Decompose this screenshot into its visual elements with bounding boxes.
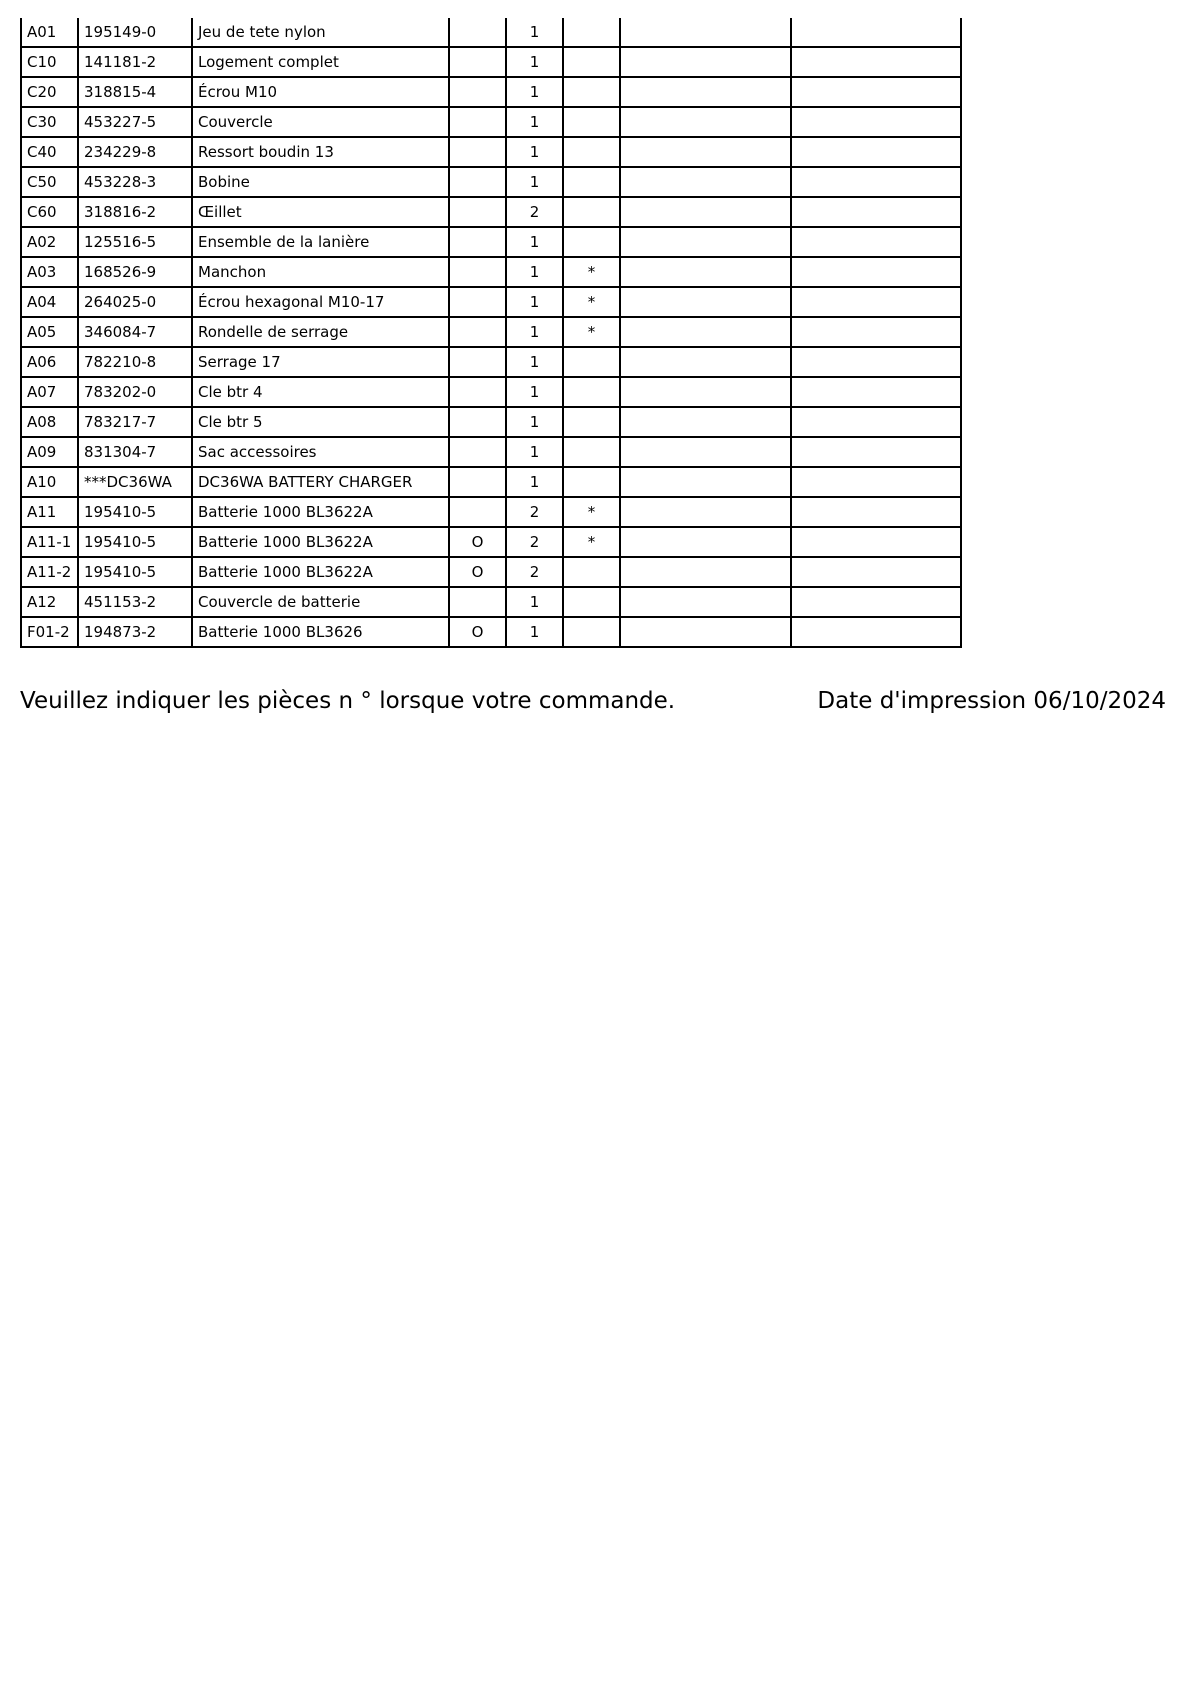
part-number-cell: 318816-2 (78, 197, 192, 227)
table-row (21, 557, 961, 587)
quantity-cell: 2 (506, 557, 563, 587)
item-number-cell: A05 (21, 317, 78, 347)
blank-cell (791, 377, 961, 407)
option-cell: O (449, 527, 506, 557)
option-cell (449, 497, 506, 527)
item-number-cell: A09 (21, 437, 78, 467)
blank-cell (791, 557, 961, 587)
blank-cell (791, 257, 961, 287)
option-cell (449, 587, 506, 617)
item-number-cell: C20 (21, 77, 78, 107)
blank-cell (620, 467, 791, 497)
quantity-cell: 1 (506, 437, 563, 467)
table-row (21, 437, 961, 467)
note-cell (563, 587, 620, 617)
table-row (21, 47, 961, 77)
quantity-cell: 1 (506, 18, 563, 47)
note-cell (563, 167, 620, 197)
table-row (21, 287, 961, 317)
note-cell (563, 18, 620, 47)
item-number-cell: C30 (21, 107, 78, 137)
item-number-cell: A12 (21, 587, 78, 617)
note-cell (563, 77, 620, 107)
blank-cell (620, 287, 791, 317)
option-cell (449, 107, 506, 137)
quantity-cell: 1 (506, 167, 563, 197)
blank-cell (791, 587, 961, 617)
blank-cell (791, 287, 961, 317)
blank-cell (620, 557, 791, 587)
item-number-cell: A11-1 (21, 527, 78, 557)
part-number-cell: ***DC36WA (78, 467, 192, 497)
description-cell: Batterie 1000 BL3622A (192, 527, 449, 557)
table-row (21, 467, 961, 497)
description-cell: DC36WA BATTERY CHARGER (192, 467, 449, 497)
note-cell (563, 377, 620, 407)
note-cell (563, 407, 620, 437)
blank-cell (620, 377, 791, 407)
item-number-cell: C40 (21, 137, 78, 167)
item-number-cell: A11 (21, 497, 78, 527)
quantity-cell: 2 (506, 497, 563, 527)
part-number-cell: 346084-7 (78, 317, 192, 347)
note-cell (563, 47, 620, 77)
part-number-cell: 783217-7 (78, 407, 192, 437)
option-cell (449, 317, 506, 347)
part-number-cell: 195149-0 (78, 18, 192, 47)
blank-cell (791, 167, 961, 197)
quantity-cell: 1 (506, 77, 563, 107)
blank-cell (620, 317, 791, 347)
description-cell: Bobine (192, 167, 449, 197)
description-cell: Serrage 17 (192, 347, 449, 377)
blank-cell (791, 317, 961, 347)
option-cell: O (449, 557, 506, 587)
blank-cell (620, 167, 791, 197)
part-number-cell: 831304-7 (78, 437, 192, 467)
quantity-cell: 1 (506, 227, 563, 257)
option-cell (449, 377, 506, 407)
note-cell (563, 107, 620, 137)
note-cell (563, 557, 620, 587)
note-cell (563, 197, 620, 227)
table-row (21, 107, 961, 137)
blank-cell (791, 617, 961, 647)
blank-cell (791, 467, 961, 497)
note-cell (563, 227, 620, 257)
part-number-cell: 195410-5 (78, 497, 192, 527)
print-date: Date d'impression 06/10/2024 (817, 688, 1166, 714)
table-row (21, 407, 961, 437)
note-cell (563, 437, 620, 467)
part-number-cell: 453227-5 (78, 107, 192, 137)
blank-cell (620, 197, 791, 227)
description-cell: Ensemble de la lanière (192, 227, 449, 257)
parts-table (20, 18, 962, 648)
description-cell: Cle btr 4 (192, 377, 449, 407)
blank-cell (791, 227, 961, 257)
blank-cell (791, 77, 961, 107)
description-cell: Batterie 1000 BL3622A (192, 497, 449, 527)
description-cell: Jeu de tete nylon (192, 18, 449, 47)
quantity-cell: 1 (506, 287, 563, 317)
quantity-cell: 2 (506, 527, 563, 557)
option-cell (449, 167, 506, 197)
table-row (21, 377, 961, 407)
table-row (21, 77, 961, 107)
part-number-cell: 194873-2 (78, 617, 192, 647)
blank-cell (620, 347, 791, 377)
option-cell (449, 437, 506, 467)
item-number-cell: F01-2 (21, 617, 78, 647)
quantity-cell: 1 (506, 407, 563, 437)
description-cell: Batterie 1000 BL3626 (192, 617, 449, 647)
part-number-cell: 234229-8 (78, 137, 192, 167)
option-cell (449, 347, 506, 377)
table-row (21, 587, 961, 617)
blank-cell (791, 47, 961, 77)
item-number-cell: A01 (21, 18, 78, 47)
option-cell: O (449, 617, 506, 647)
blank-cell (620, 407, 791, 437)
item-number-cell: A08 (21, 407, 78, 437)
note-cell (563, 137, 620, 167)
description-cell: Couvercle de batterie (192, 587, 449, 617)
part-number-cell: 782210-8 (78, 347, 192, 377)
blank-cell (620, 47, 791, 77)
option-cell (449, 77, 506, 107)
item-number-cell: A07 (21, 377, 78, 407)
blank-cell (620, 527, 791, 557)
order-instruction-note: Veuillez indiquer les pièces n ° lorsque votre commande. (20, 688, 676, 714)
description-cell: Œillet (192, 197, 449, 227)
note-cell (563, 467, 620, 497)
quantity-cell: 1 (506, 617, 563, 647)
option-cell (449, 197, 506, 227)
option-cell (449, 18, 506, 47)
blank-cell (620, 257, 791, 287)
option-cell (449, 407, 506, 437)
blank-cell (791, 527, 961, 557)
parts-table-body (21, 18, 961, 647)
description-cell: Écrou M10 (192, 77, 449, 107)
description-cell: Logement complet (192, 47, 449, 77)
blank-cell (791, 347, 961, 377)
table-row (21, 227, 961, 257)
blank-cell (620, 227, 791, 257)
item-number-cell: A06 (21, 347, 78, 377)
table-row (21, 137, 961, 167)
part-number-cell: 783202-0 (78, 377, 192, 407)
blank-cell (620, 77, 791, 107)
note-cell: * (563, 317, 620, 347)
blank-cell (791, 197, 961, 227)
quantity-cell: 1 (506, 137, 563, 167)
table-row (21, 617, 961, 647)
blank-cell (620, 437, 791, 467)
note-cell (563, 617, 620, 647)
option-cell (449, 47, 506, 77)
note-cell: * (563, 527, 620, 557)
part-number-cell: 264025-0 (78, 287, 192, 317)
blank-cell (791, 407, 961, 437)
table-row (21, 197, 961, 227)
quantity-cell: 1 (506, 257, 563, 287)
table-row (21, 18, 961, 47)
option-cell (449, 467, 506, 497)
blank-cell (791, 497, 961, 527)
description-cell: Couvercle (192, 107, 449, 137)
blank-cell (620, 587, 791, 617)
blank-cell (791, 18, 961, 47)
item-number-cell: A03 (21, 257, 78, 287)
blank-cell (620, 497, 791, 527)
quantity-cell: 1 (506, 467, 563, 497)
blank-cell (620, 18, 791, 47)
item-number-cell: A02 (21, 227, 78, 257)
quantity-cell: 1 (506, 587, 563, 617)
description-cell: Ressort boudin 13 (192, 137, 449, 167)
description-cell: Sac accessoires (192, 437, 449, 467)
part-number-cell: 125516-5 (78, 227, 192, 257)
part-number-cell: 318815-4 (78, 77, 192, 107)
quantity-cell: 1 (506, 317, 563, 347)
part-number-cell: 451153-2 (78, 587, 192, 617)
note-cell: * (563, 497, 620, 527)
quantity-cell: 1 (506, 347, 563, 377)
quantity-cell: 1 (506, 107, 563, 137)
blank-cell (791, 437, 961, 467)
note-cell: * (563, 287, 620, 317)
part-number-cell: 168526-9 (78, 257, 192, 287)
description-cell: Batterie 1000 BL3622A (192, 557, 449, 587)
quantity-cell: 1 (506, 377, 563, 407)
blank-cell (791, 137, 961, 167)
blank-cell (620, 137, 791, 167)
item-number-cell: A10 (21, 467, 78, 497)
note-cell (563, 347, 620, 377)
option-cell (449, 257, 506, 287)
blank-cell (620, 617, 791, 647)
description-cell: Rondelle de serrage (192, 317, 449, 347)
item-number-cell: A11-2 (21, 557, 78, 587)
blank-cell (791, 107, 961, 137)
option-cell (449, 137, 506, 167)
item-number-cell: C10 (21, 47, 78, 77)
quantity-cell: 1 (506, 47, 563, 77)
part-number-cell: 195410-5 (78, 557, 192, 587)
table-row (21, 347, 961, 377)
table-row (21, 527, 961, 557)
item-number-cell: C50 (21, 167, 78, 197)
table-row (21, 497, 961, 527)
note-cell: * (563, 257, 620, 287)
option-cell (449, 287, 506, 317)
blank-cell (620, 107, 791, 137)
description-cell: Manchon (192, 257, 449, 287)
description-cell: Écrou hexagonal M10-17 (192, 287, 449, 317)
item-number-cell: C60 (21, 197, 78, 227)
quantity-cell: 2 (506, 197, 563, 227)
part-number-cell: 195410-5 (78, 527, 192, 557)
table-row (21, 317, 961, 347)
item-number-cell: A04 (21, 287, 78, 317)
part-number-cell: 141181-2 (78, 47, 192, 77)
table-row (21, 167, 961, 197)
table-row (21, 257, 961, 287)
description-cell: Cle btr 5 (192, 407, 449, 437)
option-cell (449, 227, 506, 257)
part-number-cell: 453228-3 (78, 167, 192, 197)
